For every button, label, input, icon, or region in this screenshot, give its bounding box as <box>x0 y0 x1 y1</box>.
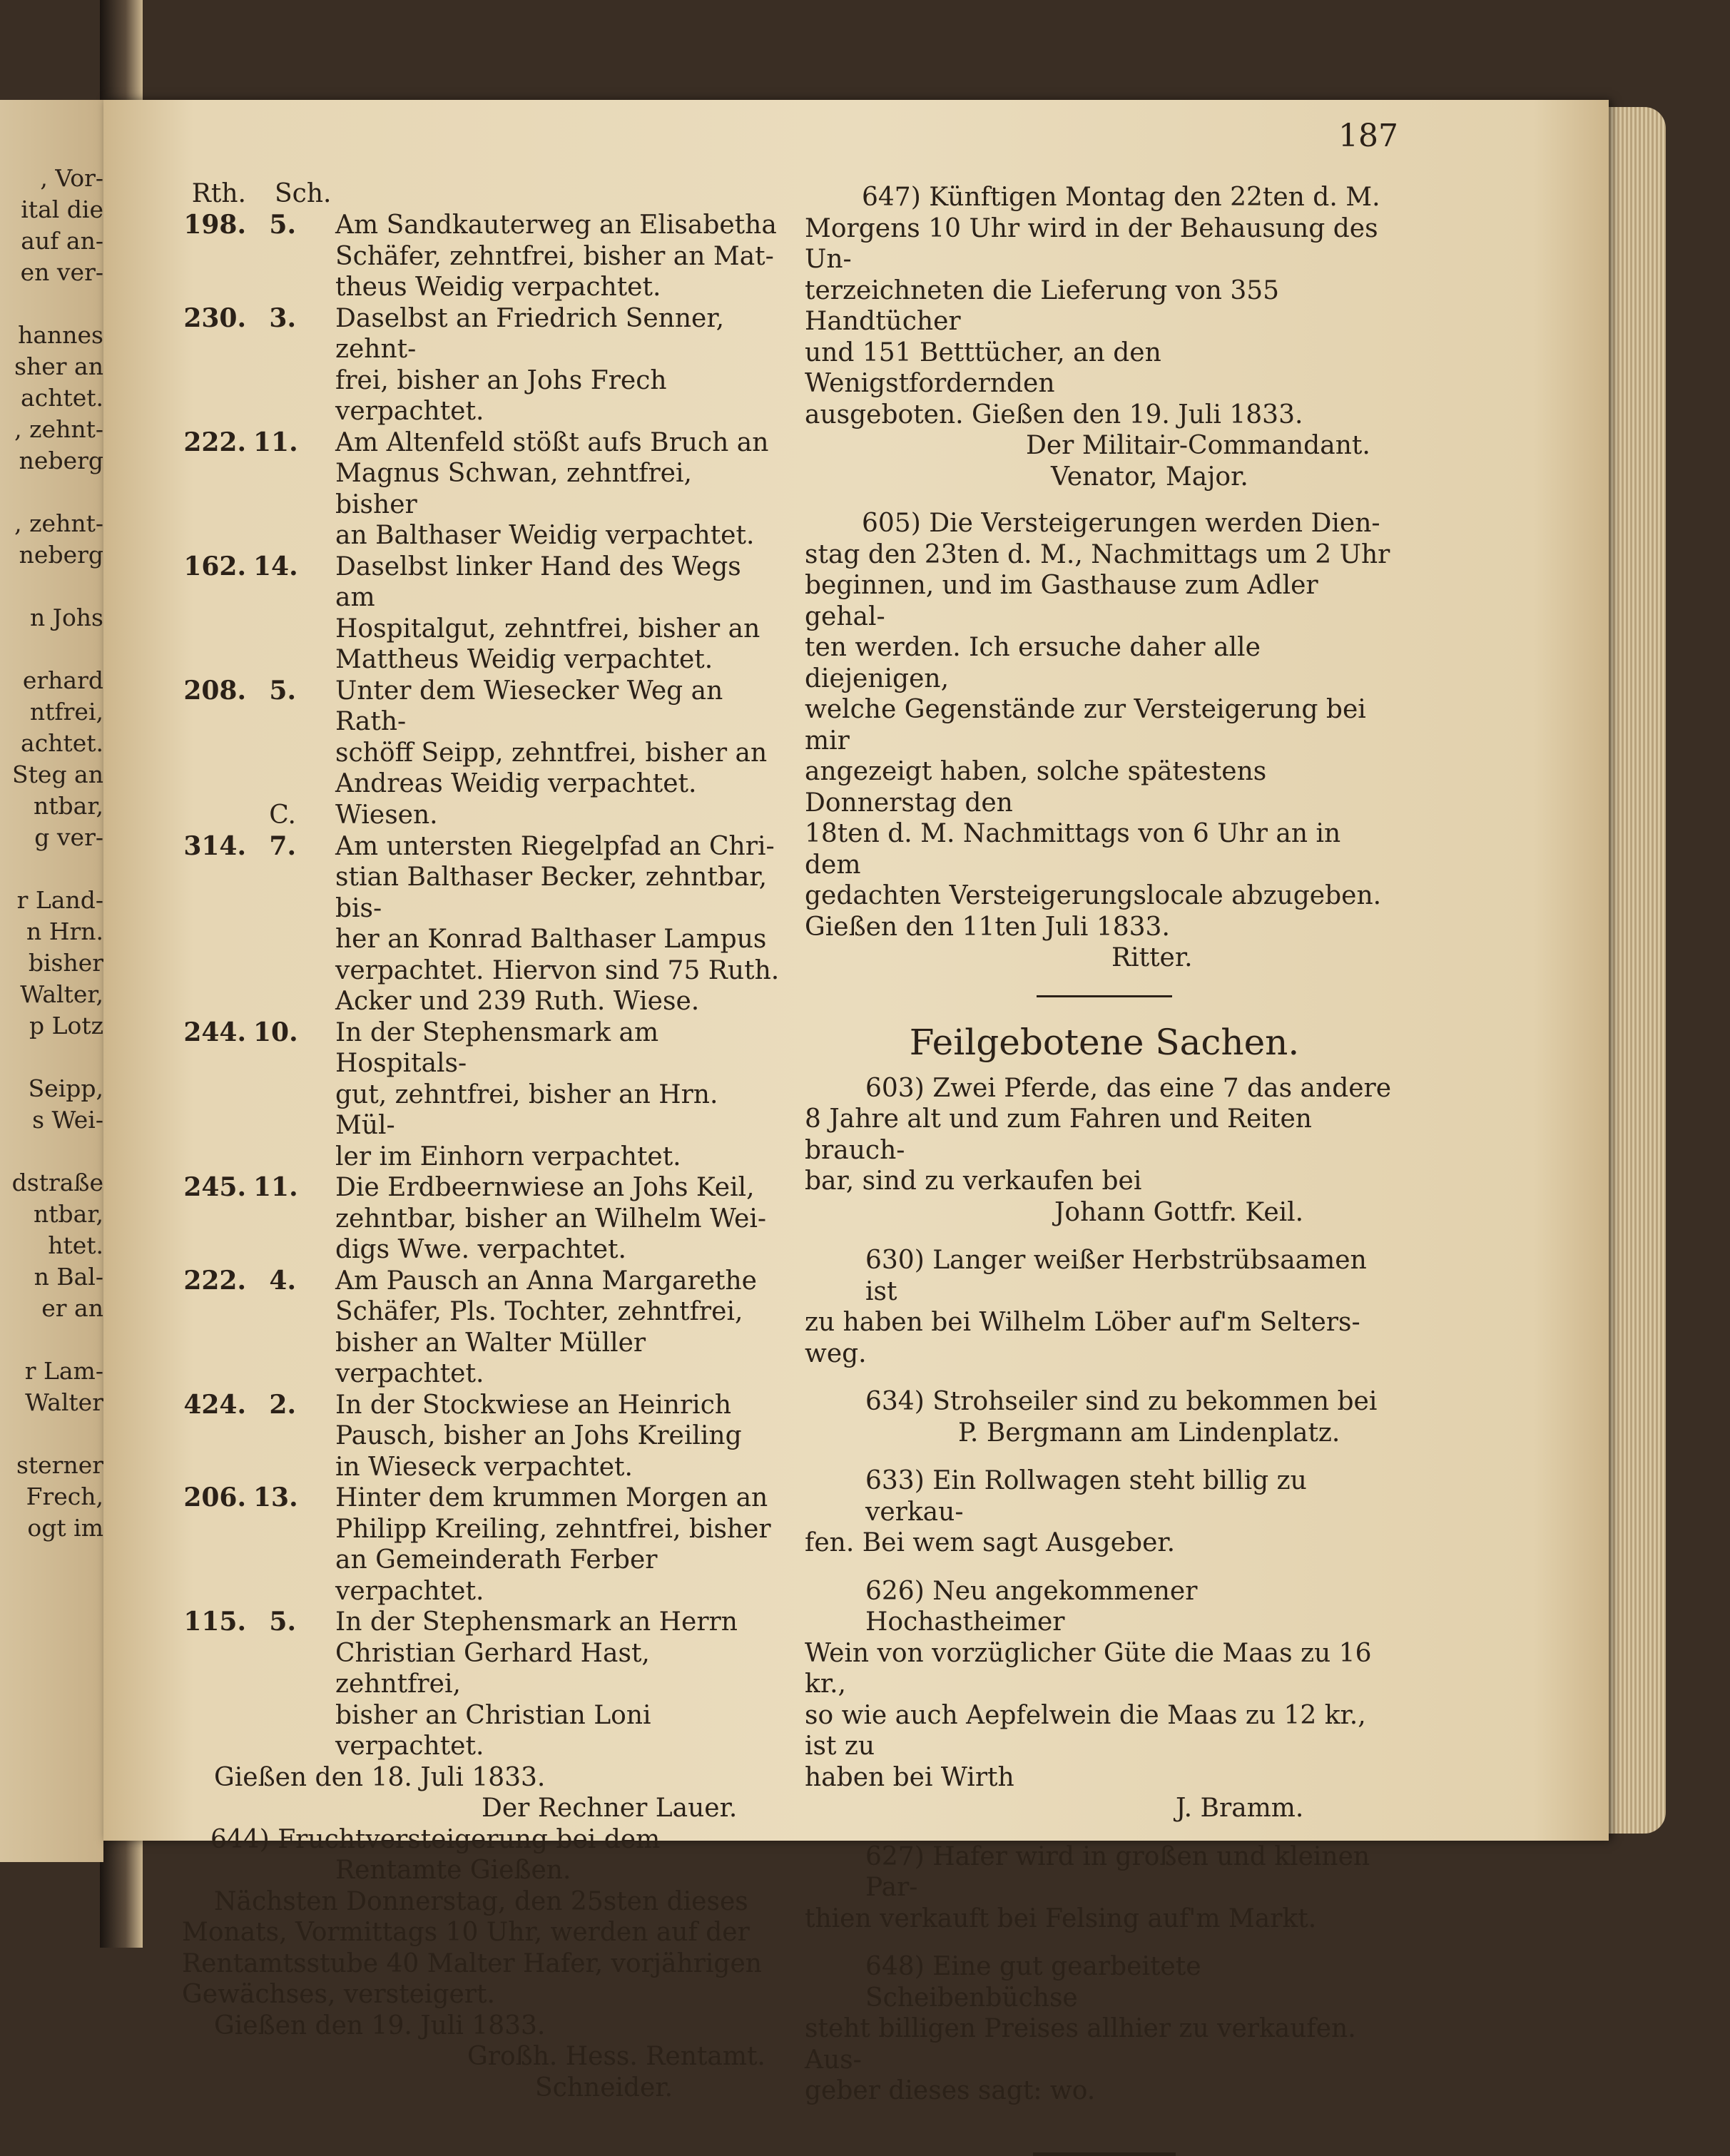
notice-644-body <box>182 1886 781 2010</box>
notice-605 <box>805 508 1404 942</box>
text-line: welche Gegenstände zur Versteigerung bei mir <box>805 695 1366 756</box>
left-page-fragment: n Bal- <box>34 1263 103 1291</box>
land-entry <box>182 1172 781 1266</box>
ad-line: 8 Jahre alt und zum Fahren und Reiten brauch- <box>805 1104 1312 1165</box>
ad-line: 648) Eine gut gearbeitete Scheibenbüchse <box>865 1952 1201 2013</box>
entry-text: Am untersten Riegelpfad an Chri- <box>335 831 775 861</box>
ad-line: Wein von vorzüglicher Güte die Maas zu 16 kr., <box>805 1638 1372 1699</box>
ad-line: weg. <box>805 1338 867 1368</box>
page-number: 187 <box>1338 118 1398 154</box>
left-page-fragment: htet. <box>48 1231 103 1259</box>
entries-section-c <box>182 831 781 1762</box>
notice-647 <box>805 182 1404 430</box>
left-page-fragment: Frech, <box>26 1483 103 1510</box>
entry-text: Pausch, bisher an Johs Kreiling <box>335 1421 742 1450</box>
page-edges <box>1609 107 1666 1834</box>
left-column <box>182 178 781 2103</box>
left-page-fragment: g ver- <box>34 823 103 851</box>
entry-text: frei, bisher an Johs Frech verpachtet. <box>335 365 667 426</box>
entry-text: theus Weidig verpachtet. <box>335 273 661 302</box>
entry-text: Am Pausch an Anna Margarethe <box>335 1266 757 1296</box>
entry-text: bisher an Christian Loni verpachtet. <box>335 1700 651 1761</box>
ad-line: 626) Neu angekommener Hochastheimer <box>865 1576 1198 1637</box>
entry-sch: 14. <box>253 551 298 581</box>
entry-rth: 244. <box>183 1017 246 1047</box>
entry-text: Schäfer, zehntfrei, bisher an Mat- <box>335 241 774 271</box>
text-line: 647) Künftigen Montag den 22ten d. M. <box>862 183 1380 212</box>
entry-rth: 208. <box>183 675 246 706</box>
ad-item <box>805 1245 1404 1369</box>
notice-644-title-1: 644) Fruchtversteigerung bei dem <box>210 1824 661 1854</box>
ad-line: so wie auch Aepfelwein die Maas zu 12 kr., ist zu <box>805 1700 1366 1761</box>
entry-rth: 245. <box>183 1172 246 1202</box>
left-page-fragment: ital die <box>21 195 103 223</box>
ad-item <box>805 1576 1404 1824</box>
left-page-fragment: Steg an <box>12 761 103 788</box>
entry-text: her an Konrad Balthaser Lampus <box>335 925 767 954</box>
text-line: und 151 Betttücher, an den Wenigstfordernden <box>805 337 1161 398</box>
land-entry <box>182 210 781 303</box>
entry-text: Am Sandkauterweg an Elisabetha <box>335 210 777 240</box>
entry-text: Hinter dem krummen Morgen an <box>335 1483 768 1512</box>
left-page-fragment: neberg <box>19 541 103 569</box>
entry-rth: 222. <box>183 1265 246 1296</box>
entry-text: stian Balthaser Becker, zehntbar, bis- <box>335 863 768 923</box>
entry-text: zehntbar, bisher an Wilhelm Wei- <box>335 1204 767 1234</box>
land-entry <box>182 676 781 800</box>
ad-line: haben bei Wirth <box>805 1762 1014 1792</box>
land-entry <box>182 551 781 676</box>
section-c-heading <box>182 800 781 831</box>
date-line: Gießen den 18. Juli 1833. <box>214 1762 546 1792</box>
entry-text: Schäfer, Pls. Tochter, zehntfrei, <box>335 1297 743 1326</box>
entry-text: Acker und 239 Ruth. Wiese. <box>335 987 700 1016</box>
right-column <box>805 182 1404 2156</box>
ad-line: steht billigen Preises allhier zu verkaufen. Aus- <box>805 2014 1356 2075</box>
land-entry <box>182 1607 781 1762</box>
ad-item <box>805 1465 1404 1559</box>
notice-647-sig-2: Venator, Major. <box>1051 462 1248 492</box>
text-line: beginnen, und im Gasthause zum Adler gehal- <box>805 571 1318 631</box>
left-page-fragment: ntbar, <box>34 1200 103 1228</box>
left-page-fragment: en ver- <box>20 258 103 286</box>
text-line: Gießen den 11ten Juli 1833. <box>805 912 1170 942</box>
ad-signature: J. Bramm. <box>1176 1794 1304 1823</box>
notice-647-sig-1: Der Militair-Commandant. <box>1026 431 1370 460</box>
land-entry <box>182 1483 781 1607</box>
land-entry <box>182 1266 781 1390</box>
notice-644-title-2: Rentamte Gießen. <box>335 1856 571 1885</box>
entry-text: In der Stephensmark am Hospitals- <box>335 1017 659 1078</box>
left-page-fragment: n Johs <box>29 604 103 631</box>
entry-rth: 230. <box>183 302 246 333</box>
left-page-fragment: p Lotz <box>29 1012 103 1039</box>
ad-item <box>805 1841 1404 1935</box>
entry-text: Die Erdbeernwiese an Johs Keil, <box>335 1173 755 1202</box>
text-line: Nächsten Donnerstag, den 25sten dieses <box>214 1886 748 1916</box>
text-line: 18ten d. M. Nachmittags von 6 Uhr an in dem <box>805 819 1341 880</box>
text-line: 605) Die Versteigerungen werden Dien- <box>862 509 1380 538</box>
ad-line: bar, sind zu verkaufen bei <box>805 1166 1142 1196</box>
left-page-fragment: hannes <box>18 321 103 349</box>
entry-text: gut, zehntfrei, bisher an Hrn. Mül- <box>335 1079 718 1140</box>
left-page-fragment: sher an <box>14 352 103 380</box>
entry-sch: 13. <box>253 1483 298 1512</box>
entry-sch: 5. <box>269 210 296 240</box>
entry-text: bisher an Walter Müller verpachtet. <box>335 1328 646 1388</box>
left-page-fragment: r Land- <box>16 886 103 914</box>
section-c-letter: C. <box>269 800 296 830</box>
text-line: Gewächses, versteigert. <box>182 1980 495 2009</box>
land-entry <box>182 831 781 1017</box>
left-page-fragment: ntbar, <box>34 792 103 820</box>
entry-sch: 7. <box>269 830 296 861</box>
entry-sch: 4. <box>269 1265 296 1296</box>
left-page-fragment: achtet. <box>21 729 103 757</box>
left-page-fragment: r Lam- <box>24 1357 103 1385</box>
entry-rth: 314. <box>183 830 246 861</box>
land-entry <box>182 303 781 427</box>
entry-text: Daselbst an Friedrich Senner, zehnt- <box>335 303 725 364</box>
entry-text: digs Wwe. verpachtet. <box>335 1235 626 1264</box>
rechner-signature: Der Rechner Lauer. <box>482 1794 738 1823</box>
entry-text: an Balthaser Weidig verpachtet. <box>335 521 755 550</box>
ad-item <box>805 1073 1404 1229</box>
section-c-label: Wiesen. <box>335 800 438 830</box>
left-page-fragment: , zehnt- <box>14 509 103 537</box>
left-page-fragment: Walter, <box>20 980 103 1008</box>
entries-section-b <box>182 210 781 800</box>
text-line: gedachten Versteigerungslocale abzugeben. <box>805 881 1382 910</box>
entry-sch: 10. <box>253 1017 298 1047</box>
left-page-fragment: neberg <box>19 447 103 474</box>
entry-text: In der Stockwiese an Heinrich <box>335 1390 732 1420</box>
text-line: Rentamtsstube 40 Malter Hafer, vorjährigen <box>182 1948 762 1978</box>
section-title: Feilgebotene Sachen. <box>909 1021 1300 1063</box>
text-line: ten werden. Ich ersuche daher alle diejenigen, <box>805 633 1261 693</box>
left-page-fragment: auf an- <box>21 227 103 255</box>
ad-line: 630) Langer weißer Herbstrübsaamen ist <box>865 1246 1367 1306</box>
entry-text: Magnus Schwan, zehntfrei, bisher <box>335 459 692 519</box>
entry-text: in Wieseck verpachtet. <box>335 1452 633 1482</box>
entry-text: Daselbst linker Hand des Wegs am <box>335 551 741 612</box>
entry-text: In der Stephensmark an Herrn <box>335 1607 738 1637</box>
left-page-fragment: bisher <box>28 949 103 977</box>
entry-text: Andreas Weidig verpachtet. <box>335 769 697 798</box>
land-entry <box>182 1017 781 1173</box>
left-page-fragment: s Wei- <box>32 1106 103 1134</box>
entry-sch: 2. <box>269 1389 296 1420</box>
left-page-fragment: , zehnt- <box>14 415 103 443</box>
notice-605-sig: Ritter. <box>1111 943 1193 972</box>
ad-line: zu haben bei Wilhelm Löber auf'm Selters- <box>805 1308 1360 1337</box>
ad-line: 603) Zwei Pferde, das eine 7 das andere <box>865 1073 1392 1103</box>
column-header <box>182 178 781 210</box>
entry-rth: 162. <box>183 551 246 581</box>
text-line: stag den 23ten d. M., Nachmittags um 2 Uhr <box>805 539 1390 569</box>
left-page-fragment: erhard <box>22 666 103 694</box>
text-line: Monats, Vormittags 10 Uhr, werden auf der <box>182 1918 750 1947</box>
ad-line: thien verkauft bei Felsing auf'm Markt. <box>805 1903 1317 1933</box>
text-line: angezeigt haben, solche spätestens Donnerstag den <box>805 757 1267 818</box>
left-page-fragment: n Hrn. <box>26 917 103 945</box>
ad-item <box>805 1386 1404 1448</box>
header-sch: Sch. <box>275 179 332 208</box>
ad-line: geber dieses sagt: wo. <box>805 2076 1096 2105</box>
ad-line: 627) Hafer wird in großen und kleinen Par- <box>865 1841 1370 1902</box>
entry-text: ler im Einhorn verpachtet. <box>335 1141 681 1171</box>
ad-line: 633) Ein Rollwagen steht billig zu verkau- <box>865 1466 1307 1527</box>
entry-text: Christian Gerhard Hast, zehntfrei, <box>335 1638 650 1699</box>
notice-644-sig-1: Großh. Hess. Rentamt. <box>467 2042 765 2071</box>
left-page-fragment: er an <box>41 1294 103 1322</box>
classified-ads <box>805 1073 1404 2107</box>
entry-text: schöff Seipp, zehntfrei, bisher an <box>335 738 768 768</box>
entry-sch: 5. <box>269 675 296 706</box>
end-rule <box>1033 2152 1176 2156</box>
ad-signature: Johann Gottfr. Keil. <box>1054 1197 1304 1227</box>
ad-item <box>805 1951 1404 2107</box>
ad-line: 634) Strohseiler sind zu bekommen bei <box>865 1387 1378 1416</box>
text-line: Morgens 10 Uhr wird in der Behausung des Un- <box>805 213 1378 274</box>
left-page-fragment: Walter <box>25 1388 103 1416</box>
left-page-fragment: ntfrei, <box>29 698 103 726</box>
notice-644-sig-2: Schneider. <box>535 2073 673 2102</box>
entry-sch: 5. <box>269 1607 296 1637</box>
land-entry <box>182 1390 781 1483</box>
header-rth: Rth. <box>191 179 246 208</box>
land-entry <box>182 427 781 551</box>
left-page-fragment: Seipp, <box>28 1074 103 1102</box>
entry-text: Am Altenfeld stößt aufs Bruch an <box>335 427 769 457</box>
left-page-fragment: achtet. <box>21 384 103 412</box>
entry-sch: 11. <box>253 1172 298 1202</box>
left-page-fragment: dstraße <box>11 1169 103 1196</box>
left-page-fragment: sterner <box>16 1451 103 1479</box>
left-page-fragment: , Vor- <box>40 164 103 192</box>
entry-text: Mattheus Weidig verpachtet. <box>335 645 713 674</box>
entry-rth: 424. <box>183 1389 246 1420</box>
entry-text: verpachtet. Hiervon sind 75 Ruth. <box>335 955 780 985</box>
entry-text: Hospitalgut, zehntfrei, bisher an <box>335 614 760 644</box>
entry-rth: 115. <box>183 1607 246 1637</box>
text-line: ausgeboten. Gießen den 19. Juli 1833. <box>805 400 1303 429</box>
entry-rth: 198. <box>183 210 246 240</box>
entry-rth: 206. <box>183 1483 246 1512</box>
divider-rule <box>1037 995 1172 997</box>
entry-sch: 3. <box>269 302 296 333</box>
notice-644-date: Gießen den 19. Juli 1833. <box>214 2010 546 2040</box>
left-page-fragment: ogt im <box>27 1514 103 1542</box>
entry-text: Unter dem Wiesecker Weg an Rath- <box>335 676 723 736</box>
entry-sch: 11. <box>253 427 298 457</box>
entry-rth: 222. <box>183 427 246 457</box>
entry-text: an Gemeinderath Ferber verpachtet. <box>335 1545 658 1606</box>
text-line: terzeichneten die Lieferung von 355 Handtücher <box>805 275 1280 336</box>
ad-line: P. Bergmann am Lindenplatz. <box>958 1418 1340 1448</box>
ad-line: fen. Bei wem sagt Ausgeber. <box>805 1528 1176 1557</box>
entry-text: Philipp Kreiling, zehntfrei, bisher <box>335 1514 771 1544</box>
